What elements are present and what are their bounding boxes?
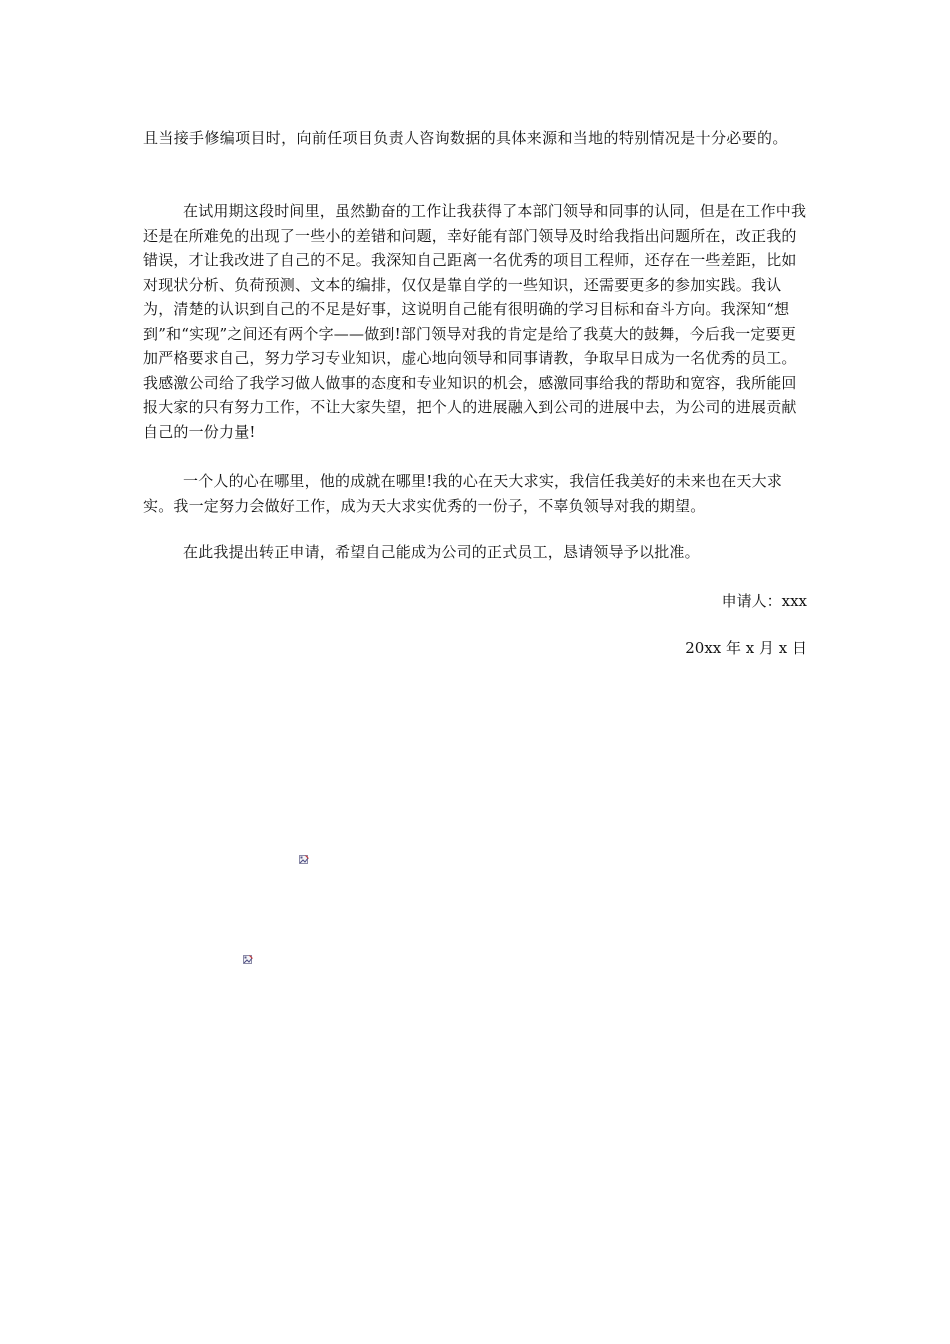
paragraph-commitment: 一个人的心在哪里，他的成就在哪里!我的心在天大求实，我信任我美好的未来也在天大求实。我一定努力会做好工作，成为天大求实优秀的一份子，不辜负领导对我的期望。 <box>143 472 783 515</box>
paragraph-request: 在此我提出转正申请，希望自己能成为公司的正式员工，恳请领导予以批准。 <box>183 543 700 561</box>
lead-line: 且当接手修编项目时，向前任项目负责人咨询数据的具体来源和当地的特别情况是十分必要的。 <box>143 129 788 147</box>
broken-image-icon <box>299 855 309 865</box>
broken-image-icon <box>243 955 253 965</box>
signature-date: 20xx 年 x 月 x 日 <box>685 639 807 657</box>
applicant-signature: 申请人：xxx <box>721 592 807 610</box>
paragraph-probation-summary: 在试用期这段时间里，虽然勤奋的工作让我获得了本部门领导和同事的认同，但是在工作中我还是在所难免的出现了一些小的差错和问题，幸好能有部门领导及时给我指出问题所在，改正我的错误，才让我改进了自己的不足。我深知自己距离一名优秀的项目工程师，还存在一些差距，比如对现状分析、负荷预测、文本的编排，仅仅是靠自学的一些知识，还需要更多的参加实践。我认为，清楚的认识到自己的不足是好事，这说明自己能有很明确的学习目标和奋斗方向。我深知“想到”和“实现”之间还有两个字——做到!部门领导对我的肯定是给了我莫大的鼓舞，今后我一定要更加严格要求自己，努力学习专业知识，虚心地向领导和同事请教，争取早日成为一名优秀的员工。我感激公司给了我学习做人做事的态度和专业知识的机会，感激同事给我的帮助和宽容，我所能回报大家的只有努力工作，不让大家失望，把个人的进展融入到公司的进展中去，为公司的进展贡献自己的一份力量! <box>143 202 807 441</box>
